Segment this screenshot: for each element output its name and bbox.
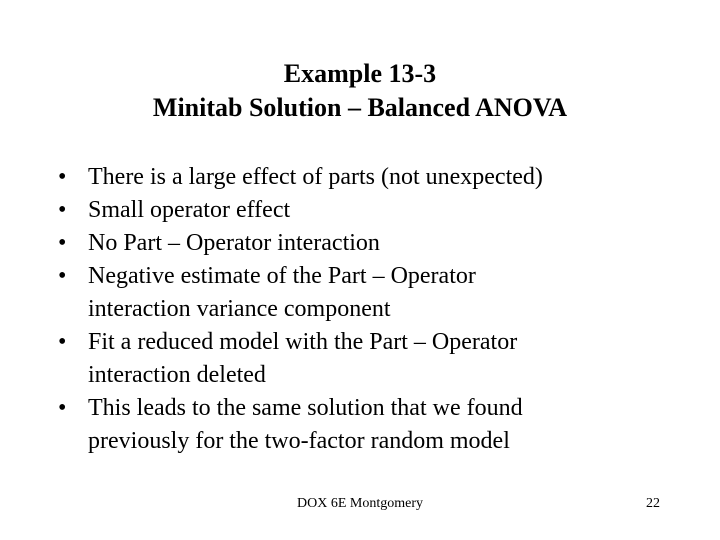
bullet-item bbox=[58, 260, 688, 326]
title-line-1: Example 13-3 bbox=[283, 59, 437, 88]
bullet-line: previously for the two-factor random model bbox=[88, 428, 510, 454]
bullet-text bbox=[88, 392, 688, 458]
bullet-dot-icon: • bbox=[58, 197, 67, 223]
bullet-text bbox=[88, 326, 688, 392]
bullet-line: Negative estimate of the Part – Operator bbox=[88, 263, 476, 289]
bullet-line: This leads to the same solution that we found bbox=[88, 395, 523, 421]
bullet-text bbox=[88, 260, 688, 326]
bullet-text bbox=[88, 227, 688, 260]
bullet-line: Small operator effect bbox=[88, 197, 291, 223]
bullet-line: interaction variance component bbox=[88, 296, 391, 322]
bullet-dot-icon: • bbox=[58, 395, 67, 421]
slide-footer: DOX 6E Montgomery bbox=[297, 496, 423, 511]
bullet-item bbox=[58, 194, 688, 227]
page-number: 22 bbox=[646, 496, 660, 511]
title-line-2: Minitab Solution – Balanced ANOVA bbox=[152, 93, 568, 122]
bullet-list bbox=[58, 161, 688, 458]
bullet-dot-icon: • bbox=[58, 230, 67, 256]
bullet-dot-icon: • bbox=[58, 329, 67, 355]
bullet-line: No Part – Operator interaction bbox=[88, 230, 380, 256]
bullet-line: There is a large effect of parts (not unexpected) bbox=[88, 164, 543, 190]
bullet-item bbox=[58, 161, 688, 194]
bullet-line: interaction deleted bbox=[88, 362, 266, 388]
bullet-line: Fit a reduced model with the Part – Operator bbox=[88, 329, 518, 355]
bullet-item bbox=[58, 392, 688, 458]
bullet-dot-icon: • bbox=[58, 164, 67, 190]
bullet-text bbox=[88, 194, 688, 227]
slide-title bbox=[60, 57, 660, 125]
bullet-dot-icon: • bbox=[58, 263, 67, 289]
bullet-item bbox=[58, 227, 688, 260]
bullet-item bbox=[58, 326, 688, 392]
bullet-text bbox=[88, 161, 688, 194]
